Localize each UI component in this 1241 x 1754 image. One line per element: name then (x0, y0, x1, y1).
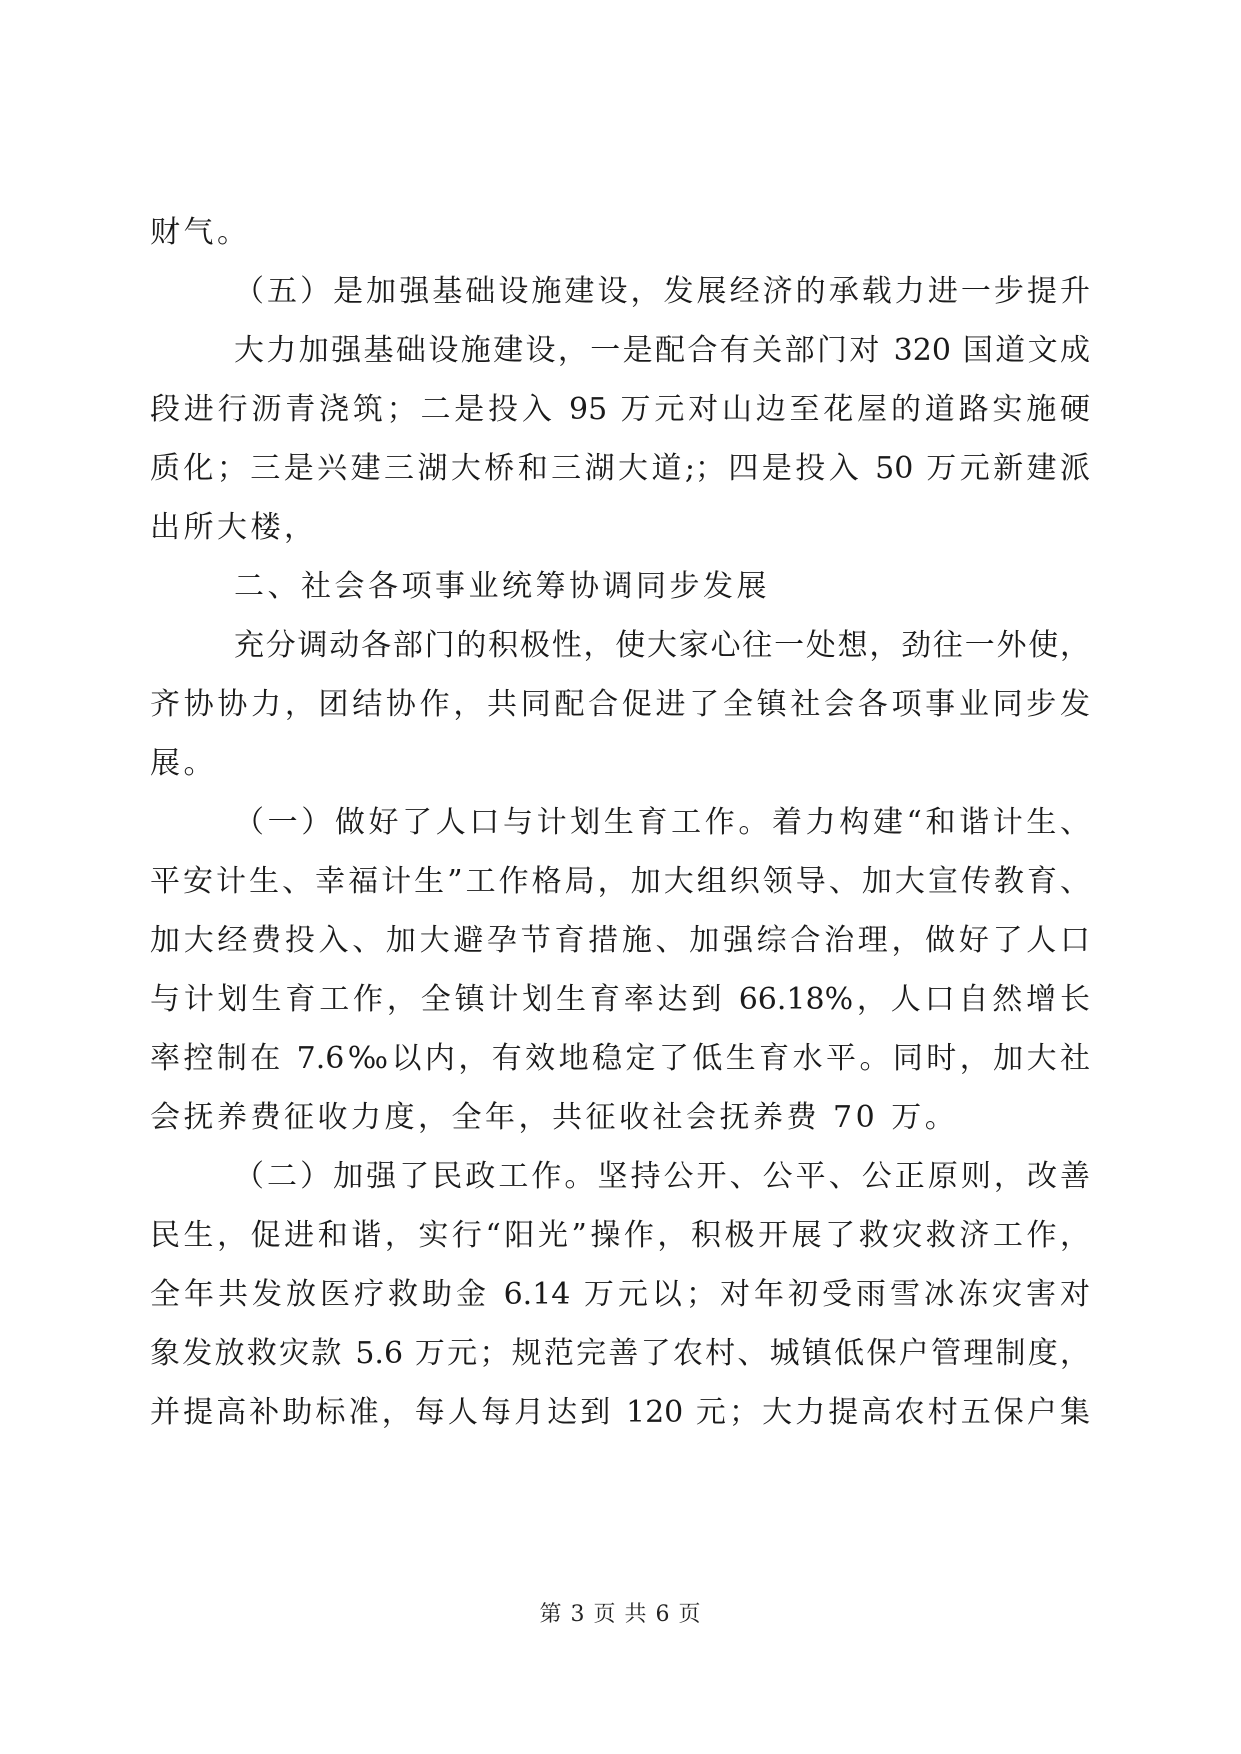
paragraph-line: 与计划生育工作，全镇计划生育率达到 66.18%，人口自然增长 (150, 982, 1090, 1017)
paragraph-line: 平安计生、幸福计生”工作格局，加大组织领导、加大宣传教育、 (150, 864, 1090, 899)
paragraph-line: 展。 (150, 746, 217, 781)
paragraph-line: 全年共发放医疗救助金 6.14 万元以；对年初受雨雪冰冻灾害对 (150, 1277, 1090, 1312)
paragraph-line: 财气。 (150, 215, 251, 250)
paragraph-line: 齐协协力，团结协作，共同配合促进了全镇社会各项事业同步发 (150, 687, 1090, 722)
section-heading: （五）是加强基础设施建设，发展经济的承载力进一步提升 (234, 274, 1090, 309)
paragraph-line: 率控制在 7.6‰以内，有效地稳定了低生育水平。同时，加大社 (150, 1041, 1090, 1076)
paragraph-line: （一）做好了人口与计划生育工作。着力构建“和谐计生、 (234, 805, 1090, 840)
paragraph-line: 质化；三是兴建三湖大桥和三湖大道;；四是投入 50 万元新建派 (150, 451, 1090, 486)
paragraph-line: 充分调动各部门的积极性，使大家心往一处想，劲往一外使， (234, 628, 1090, 663)
paragraph-line: （二）加强了民政工作。坚持公开、公平、公正原则，改善 (234, 1159, 1090, 1194)
paragraph-line: 象发放救灾款 5.6 万元；规范完善了农村、城镇低保户管理制度， (150, 1336, 1090, 1371)
paragraph-line: 民生，促进和谐，实行“阳光”操作，积极开展了救灾救济工作， (150, 1218, 1090, 1253)
section-heading: 二、社会各项事业统筹协调同步发展 (234, 569, 770, 604)
paragraph-line: 加大经费投入、加大避孕节育措施、加强综合治理，做好了人口 (150, 923, 1090, 958)
paragraph-line: 会抚养费征收力度，全年，共征收社会抚养费 70 万。 (150, 1100, 959, 1135)
paragraph-line: 大力加强基础设施建设，一是配合有关部门对 320 国道文成 (234, 333, 1090, 368)
page-number-footer: 第 3 页 共 6 页 (539, 1602, 702, 1627)
paragraph-line: 出所大楼， (150, 510, 318, 545)
paragraph-line: 段进行沥青浇筑；二是投入 95 万元对山边至花屋的道路实施硬 (150, 392, 1090, 427)
paragraph-line: 并提高补助标准，每人每月达到 120 元；大力提高农村五保户集 (150, 1395, 1090, 1430)
